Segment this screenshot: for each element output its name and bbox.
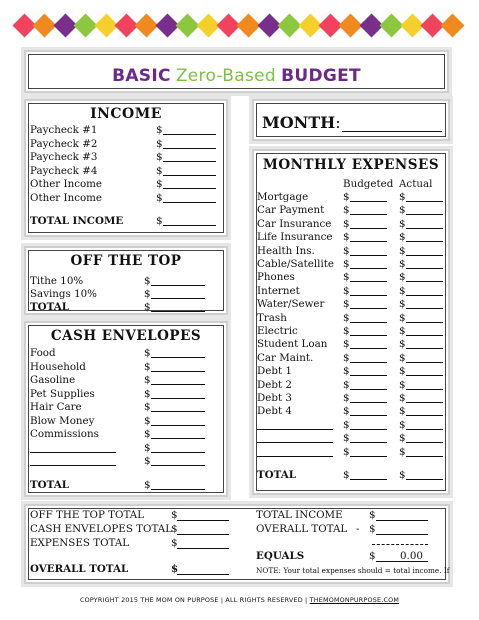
cash-envelope-row-label: Blow Money: [30, 414, 95, 427]
off-the-top-heading: OFF THE TOP: [70, 253, 182, 269]
expense-row-label: Phones: [257, 271, 295, 284]
cash-envelope-row-input[interactable]: [151, 398, 205, 399]
summary-note: NOTE: Your total expenses should = total income. If: [256, 566, 450, 575]
cash-envelope-blank-label[interactable]: [30, 452, 116, 453]
expense-budgeted-dollar: $: [343, 298, 350, 311]
expense-row-label: Cable/Satellite: [257, 258, 335, 270]
cash-envelope-row-input[interactable]: [151, 438, 205, 439]
income-row-dollar: $: [156, 192, 163, 204]
expense-actual-dollar: $: [399, 271, 406, 284]
cash-envelope-row-label: Household: [30, 360, 86, 373]
expense-budgeted-input[interactable]: [350, 429, 387, 430]
cash-envelopes-total-dollar: $: [144, 479, 151, 491]
expense-actual-dollar: $: [399, 365, 406, 378]
cash-envelope-row-label: Food: [30, 347, 56, 359]
expense-actual-input[interactable]: [406, 415, 443, 416]
expense-budgeted-dollar: $: [343, 231, 350, 244]
expense-actual-input[interactable]: [406, 201, 443, 202]
income-row-label: Other Income: [30, 192, 103, 204]
expense-row-label: Car Maint.: [257, 351, 314, 364]
cash-envelope-row-input[interactable]: [151, 371, 205, 372]
summary-equals-label: EQUALS: [256, 550, 305, 562]
month-section: [252, 99, 450, 141]
summary-divider: [372, 544, 428, 545]
diamond-border: [14, 10, 464, 42]
off-the-top-row-label: Tithe 10%: [30, 275, 84, 287]
summary-expenses-line[interactable]: [177, 548, 229, 549]
expense-actual-dollar: $: [399, 217, 406, 230]
income-row-dollar: $: [156, 164, 163, 177]
summary-dollar: $: [171, 523, 178, 535]
expense-actual-dollar: $: [399, 244, 406, 257]
expense-budgeted-input[interactable]: [350, 322, 387, 323]
cash-envelope-row-input[interactable]: [151, 411, 205, 412]
summary-dollar: $: [369, 509, 376, 521]
expense-budgeted-input[interactable]: [350, 456, 387, 457]
income-row-input[interactable]: [163, 202, 216, 203]
summary-off-the-top-line[interactable]: [177, 520, 229, 521]
expense-blank-label[interactable]: [257, 456, 333, 457]
income-row-input[interactable]: [163, 148, 216, 149]
expense-actual-input[interactable]: [406, 442, 443, 443]
expense-budgeted-input[interactable]: [350, 402, 387, 403]
expense-actual-dollar: $: [399, 378, 406, 391]
expense-budgeted-input[interactable]: [350, 295, 387, 296]
expense-row-label: Mortgage: [257, 191, 309, 203]
expense-budgeted-dollar: $: [343, 418, 350, 431]
expense-budgeted-dollar: $: [343, 204, 350, 217]
income-row-input[interactable]: [163, 161, 216, 162]
expense-row-label: Water/Sewer: [257, 298, 325, 311]
income-row-label: Other Income: [30, 178, 103, 191]
income-row-label: Paycheck #1: [30, 124, 98, 136]
income-row-dollar: $: [156, 178, 163, 191]
off-the-top-total-input[interactable]: [151, 311, 205, 312]
cash-envelope-row-input[interactable]: [151, 357, 205, 358]
expense-budgeted-input[interactable]: [350, 241, 387, 242]
expense-actual-input[interactable]: [406, 429, 443, 430]
expense-actual-input[interactable]: [406, 456, 443, 457]
expense-budgeted-input[interactable]: [350, 348, 387, 349]
expense-row-label: Car Insurance: [257, 217, 332, 230]
expense-row-label: Health Ins.: [257, 244, 315, 257]
summary-total-income-label: TOTAL INCOME: [256, 509, 343, 521]
expense-row-label: Trash: [257, 311, 287, 324]
cash-envelope-row-input[interactable]: [151, 452, 205, 453]
column-budgeted: Budgeted: [343, 178, 394, 190]
income-row-dollar: $: [156, 137, 163, 150]
footer-link[interactable]: THEMOMONPURPOSE.COM: [309, 596, 400, 604]
summary-equals-value: 0.00: [400, 550, 423, 562]
expense-actual-dollar: $: [399, 338, 406, 351]
summary-dollar: $: [171, 563, 179, 575]
expense-budgeted-dollar: $: [343, 392, 350, 404]
income-row-label: Paycheck #2: [30, 137, 98, 150]
footer-copyright: COPYRIGHT 2015 THE MOM ON PURPOSE | ALL RIGHTS RESERVED |: [79, 596, 308, 604]
footer: [0, 596, 479, 604]
cash-envelope-row-dollar: $: [144, 360, 151, 373]
income-row-input[interactable]: [163, 134, 216, 135]
summary-equals-line: [376, 561, 428, 562]
summary-overall-total-label: OVERALL TOTAL: [30, 563, 129, 575]
expense-budgeted-dollar: $: [343, 325, 350, 337]
expense-budgeted-input[interactable]: [350, 255, 387, 256]
expense-budgeted-input[interactable]: [350, 214, 387, 215]
expense-budgeted-dollar: $: [343, 338, 350, 351]
expense-row-label: Internet: [257, 284, 300, 297]
monthly-expenses-heading: MONTHLY EXPENSES: [262, 157, 440, 173]
cash-envelopes-section: [24, 321, 228, 497]
expense-actual-input[interactable]: [406, 268, 443, 269]
cash-envelope-row-label: Pet Supplies: [30, 387, 95, 400]
income-row-label: Paycheck #4: [30, 164, 98, 177]
expense-actual-dollar: $: [399, 432, 406, 445]
page-title: [26, 66, 447, 86]
expense-budgeted-dollar: $: [343, 405, 350, 418]
cash-envelope-row-dollar: $: [144, 414, 151, 427]
expense-row-label: Debt 2: [257, 378, 292, 391]
expense-actual-dollar: $: [399, 351, 406, 364]
off-the-top-row-input[interactable]: [151, 285, 205, 286]
summary-total-income-line[interactable]: [376, 520, 428, 521]
off-the-top-row-input[interactable]: [151, 298, 205, 299]
income-row-input[interactable]: [163, 175, 216, 176]
income-heading: INCOME: [90, 106, 162, 122]
expense-actual-dollar: $: [399, 284, 406, 297]
expense-budgeted-input[interactable]: [350, 335, 387, 336]
expense-actual-dollar: $: [399, 231, 406, 244]
expense-actual-dollar: $: [399, 418, 406, 431]
off-the-top-section: [24, 246, 228, 315]
expense-budgeted-input[interactable]: [350, 308, 387, 309]
expense-actual-input[interactable]: [406, 322, 443, 323]
expense-actual-dollar: $: [399, 311, 406, 324]
expense-budgeted-dollar: $: [343, 365, 350, 378]
cash-envelopes-total-input[interactable]: [151, 489, 205, 490]
expense-budgeted-dollar: $: [343, 311, 350, 324]
expense-actual-input[interactable]: [406, 348, 443, 349]
expense-budgeted-dollar: $: [343, 432, 350, 445]
expense-actual-input[interactable]: [406, 214, 443, 215]
expense-budgeted-input[interactable]: [350, 281, 387, 282]
summary-right-overall-label: OVERALL TOTAL: [256, 523, 348, 535]
expense-actual-input[interactable]: [406, 362, 443, 363]
income-row-input[interactable]: [163, 188, 216, 189]
expense-budgeted-input[interactable]: [350, 201, 387, 202]
expenses-total-label: TOTAL: [257, 469, 296, 481]
off-the-top-row-dollar: $: [144, 288, 151, 300]
expense-actual-dollar: $: [399, 445, 406, 458]
expense-actual-input[interactable]: [406, 335, 443, 336]
income-row-label: Paycheck #3: [30, 151, 98, 164]
column-actual: Actual: [399, 178, 433, 190]
off-the-top-row-dollar: $: [144, 275, 151, 287]
expense-row-label: Electric: [257, 325, 298, 337]
title-box: [24, 50, 449, 93]
cash-envelope-row-dollar: $: [144, 455, 151, 467]
expense-actual-dollar: $: [399, 325, 406, 337]
expenses-total-actual-dollar: $: [399, 469, 406, 481]
expense-row-label: Student Loan: [257, 338, 328, 351]
expenses-total-budgeted-dollar: $: [343, 469, 350, 481]
expense-actual-input[interactable]: [406, 228, 443, 229]
income-section: [24, 99, 228, 237]
expense-actual-input[interactable]: [406, 255, 443, 256]
expenses-total-actual-input[interactable]: [406, 479, 443, 480]
cash-envelope-row-input[interactable]: [151, 384, 205, 385]
off-the-top-row-label: Savings 10%: [30, 288, 97, 300]
income-row-dollar: $: [156, 124, 163, 136]
month-label: MONTH:: [262, 113, 341, 132]
expense-actual-dollar: $: [399, 258, 406, 270]
cash-envelope-row-dollar: $: [144, 441, 151, 454]
cash-envelope-row-dollar: $: [144, 401, 151, 413]
expense-budgeted-input[interactable]: [350, 375, 387, 376]
expense-budgeted-dollar: $: [343, 271, 350, 284]
expense-budgeted-dollar: $: [343, 217, 350, 230]
expense-budgeted-dollar: $: [343, 378, 350, 391]
expense-row-label: Life Insurance: [257, 231, 333, 244]
expense-actual-input[interactable]: [406, 281, 443, 282]
cash-envelope-blank-label[interactable]: [30, 465, 116, 466]
cash-envelopes-total-label: TOTAL: [30, 479, 69, 491]
income-total-input[interactable]: [163, 225, 216, 226]
summary-dollar: $: [369, 523, 376, 535]
expense-budgeted-input[interactable]: [350, 268, 387, 269]
summary-section: [24, 504, 450, 584]
monthly-expenses-section: [252, 149, 450, 495]
expense-actual-input[interactable]: [406, 402, 443, 403]
income-total-dollar: $: [156, 215, 163, 227]
cash-envelope-row-dollar: $: [144, 387, 151, 400]
expense-actual-input[interactable]: [406, 375, 443, 376]
expense-actual-input[interactable]: [406, 241, 443, 242]
title-budget: BUDGET: [281, 66, 361, 86]
expense-blank-label[interactable]: [257, 429, 333, 430]
expense-row-label: Car Payment: [257, 204, 325, 217]
summary-cash-envelopes-label: CASH ENVELOPES TOTAL: [30, 523, 173, 535]
expense-budgeted-input[interactable]: [350, 228, 387, 229]
cash-envelope-row-input[interactable]: [151, 425, 205, 426]
expense-actual-input[interactable]: [406, 389, 443, 390]
summary-off-the-top-label: OFF THE TOP TOTAL: [30, 509, 145, 521]
expense-budgeted-input[interactable]: [350, 389, 387, 390]
income-row-dollar: $: [156, 151, 163, 164]
summary-cash-envelopes-line[interactable]: [177, 534, 229, 535]
expense-actual-dollar: $: [399, 298, 406, 311]
cash-envelope-row-dollar: $: [144, 347, 151, 359]
cash-envelope-row-dollar: $: [144, 374, 151, 386]
expense-actual-dollar: $: [399, 405, 406, 418]
summary-minus: -: [356, 523, 360, 535]
cash-envelope-row-dollar: $: [144, 428, 151, 440]
diamond-shape: [441, 13, 465, 37]
cash-envelope-row-label: Hair Care: [30, 401, 82, 413]
month-input-line[interactable]: [342, 131, 442, 132]
expense-budgeted-input[interactable]: [350, 415, 387, 416]
summary-right-overall-line[interactable]: [376, 534, 428, 535]
summary-dollar: $: [171, 537, 178, 549]
income-total-label: TOTAL INCOME: [30, 215, 124, 227]
expense-blank-label[interactable]: [257, 442, 333, 443]
expense-row-label: Debt 1: [257, 365, 292, 378]
title-zero-based: Zero-Based: [175, 66, 276, 86]
summary-dollar: $: [369, 550, 376, 562]
off-the-top-total-dollar: $: [144, 301, 151, 313]
expense-budgeted-dollar: $: [343, 258, 350, 270]
title-basic: BASIC: [112, 66, 171, 86]
expense-budgeted-dollar: $: [343, 244, 350, 257]
expense-actual-input[interactable]: [406, 308, 443, 309]
expense-row-label: Debt 3: [257, 392, 292, 404]
expense-budgeted-dollar: $: [343, 191, 350, 203]
expense-budgeted-dollar: $: [343, 351, 350, 364]
expense-actual-dollar: $: [399, 191, 406, 203]
expense-budgeted-input[interactable]: [350, 362, 387, 363]
cash-envelopes-heading: CASH ENVELOPES: [50, 328, 202, 344]
expenses-total-budgeted-input[interactable]: [350, 479, 387, 480]
expense-actual-dollar: $: [399, 204, 406, 217]
expense-actual-dollar: $: [399, 392, 406, 404]
expense-budgeted-input[interactable]: [350, 442, 387, 443]
summary-dollar: $: [171, 509, 178, 521]
cash-envelope-row-label: Gasoline: [30, 374, 76, 386]
summary-overall-total-line[interactable]: [177, 574, 229, 575]
summary-expenses-label: EXPENSES TOTAL: [30, 537, 130, 549]
cash-envelope-row-input[interactable]: [151, 465, 205, 466]
expense-budgeted-dollar: $: [343, 445, 350, 458]
expense-row-label: Debt 4: [257, 405, 292, 418]
off-the-top-total-label: TOTAL: [30, 301, 69, 313]
cash-envelope-row-label: Commissions: [30, 428, 99, 440]
expense-budgeted-dollar: $: [343, 284, 350, 297]
expense-actual-input[interactable]: [406, 295, 443, 296]
